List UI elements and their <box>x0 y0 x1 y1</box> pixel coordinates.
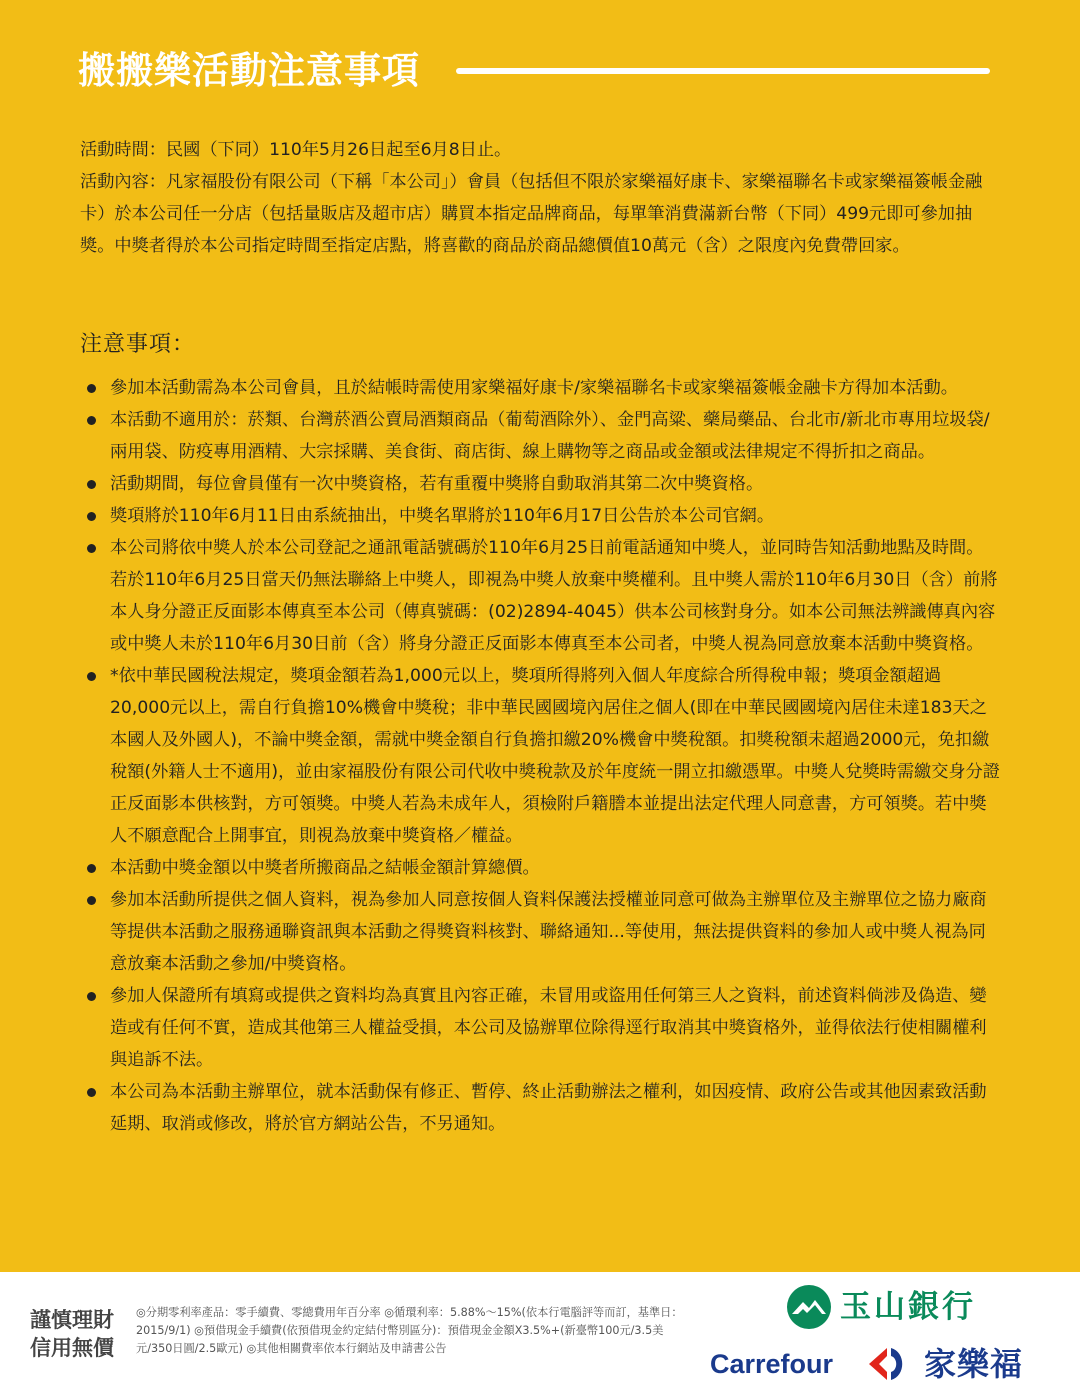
slogan-line-2: 信用無價 <box>30 1336 114 1360</box>
title-underline <box>456 68 990 74</box>
note-item: 本活動中獎金額以中獎者所搬商品之結帳金額計算總價。 <box>80 852 1000 884</box>
credit-slogan <box>30 1306 114 1362</box>
note-item: 獎項將於110年6月11日由系統抽出，中獎名單將於110年6月17日公告於本公司官網。 <box>80 500 1000 532</box>
footer <box>0 1272 1080 1397</box>
note-item: 本活動不適用於：菸類、台灣菸酒公賣局酒類商品（葡萄酒除外）、金門高粱、藥局藥品、台北市/新北市專用垃圾袋/兩用袋、防疫專用酒精、大宗採購、美食街、商店街、線上購物等之商品或金額或法律規定不得折扣之商品。 <box>80 404 1000 468</box>
note-item: 參加本活動所提供之個人資料，視為參加人同意按個人資料保護法授權並同意可做為主辦單位及主辦單位之協力廠商等提供本活動之服務通聯資訊與本活動之得獎資料核對、聯絡通知...等使用，無法提供資料的參加人或中獎人視為同意放棄本活動之參加/中獎資格。 <box>80 884 1000 980</box>
esun-bank-logo <box>786 1284 986 1330</box>
note-item: *依中華民國稅法規定，獎項金額若為1,000元以上，獎項所得將列入個人年度綜合所得稅申報；獎項金額超過20,000元以上，需自行負擔10%機會中獎稅；非中華民國國境內居住之個人(即在中華民國國境內居住未達183天之本國人及外國人)，不論中獎金額，需就中獎金額自行負擔扣繳20%機會中獎稅額。扣獎稅額未超過2000元，免扣繳稅額(外籍人士不適用)，並由家福股份有限公司代收中獎稅款及於年度統一開立扣繳憑單。中獎人兌獎時需繳交身分證正反面影本供核對，方可領獎。中獎人若為未成年人，須檢附戶籍謄本並提出法定代理人同意書，方可領獎。若中獎人不願意配合上開事宜，則視為放棄中獎資格／權益。 <box>80 660 1000 852</box>
carrefour-emblem-icon <box>860 1344 918 1384</box>
rate-disclaimer: ◎分期零利率產品：零手續費、零總費用年百分率 ◎循環利率：5.88%～15%(依本行電腦評等而訂，基準日：2015/9/1) ◎預借現金手續費(依預借現金約定結付幣別區分)：預借現金金額X3.5%+(新臺幣100元/3.5美元/350日圓/2.5歐元) ◎其他相關費率依本行網站及申請書公告 <box>136 1306 683 1355</box>
note-item: 參加本活動需為本公司會員，且於結帳時需使用家樂福好康卡/家樂福聯名卡或家樂福簽帳金融卡方得加本活動。 <box>80 372 1000 404</box>
carrefour-chinese-name: 家樂福 <box>924 1345 1024 1383</box>
bank-name: 玉山銀行 <box>840 1289 976 1325</box>
slogan-line-1: 謹慎理財 <box>30 1308 114 1332</box>
note-item: 本公司為本活動主辦單位，就本活動保有修正、暫停、終止活動辦法之權利，如因疫情、政府公告或其他因素致活動延期、取消或修改，將於官方網站公告，不另通知。 <box>80 1076 1000 1140</box>
carrefour-wordmark: Carrefour <box>710 1349 834 1379</box>
notes-list <box>80 372 1000 1140</box>
notes-heading: 注意事項： <box>80 332 196 357</box>
note-item: 活動期間，每位會員僅有一次中獎資格，若有重覆中獎將自動取消其第二次中獎資格。 <box>80 468 1000 500</box>
title-row <box>78 44 990 98</box>
event-content: 活動內容：凡家福股份有限公司（下稱「本公司」）會員（包括但不限於家樂福好康卡、家樂福聯名卡或家樂福簽帳金融卡）於本公司任一分店（包括量販店及超市店）購買本指定品牌商品，每單筆消費滿新台幣（下同）499元即可參加抽獎。中獎者得於本公司指定時間至指定店點，將喜歡的商品於商品總價值10萬元（含）之限度內免費帶回家。 <box>80 172 983 256</box>
event-time: 活動時間：民國（下同）110年5月26日起至6月8日止。 <box>80 140 512 160</box>
note-item: 本公司將依中獎人於本公司登記之通訊電話號碼於110年6月25日前電話通知中獎人，並同時告知活動地點及時間。若於110年6月25日當天仍無法聯絡上中獎人，即視為中獎人放棄中獎權利。且中獎人需於110年6月30日（含）前將本人身分證正反面影本傳真至本公司（傳真號碼：(02)2894-4045）供本公司核對身分。如本公司無法辨識傳真內容或中獎人未於110年6月30日前（含）將身分證正反面影本傳真至本公司者，中獎人視為同意放棄本活動中獎資格。 <box>80 532 1000 660</box>
carrefour-logo <box>710 1342 1066 1388</box>
intro-section <box>80 134 1000 262</box>
note-item: 參加人保證所有填寫或提供之資料均為真實且內容正確，未冒用或盜用任何第三人之資料，前述資料倘涉及偽造、變造或有任何不實，造成其他第三人權益受損，本公司及協辦單位除得逕行取消其中獎資格外，並得依法行使相關權利與追訴不法。 <box>80 980 1000 1076</box>
page-title: 搬搬樂活動注意事項 <box>78 49 420 92</box>
esun-mountain-icon <box>786 1284 832 1330</box>
